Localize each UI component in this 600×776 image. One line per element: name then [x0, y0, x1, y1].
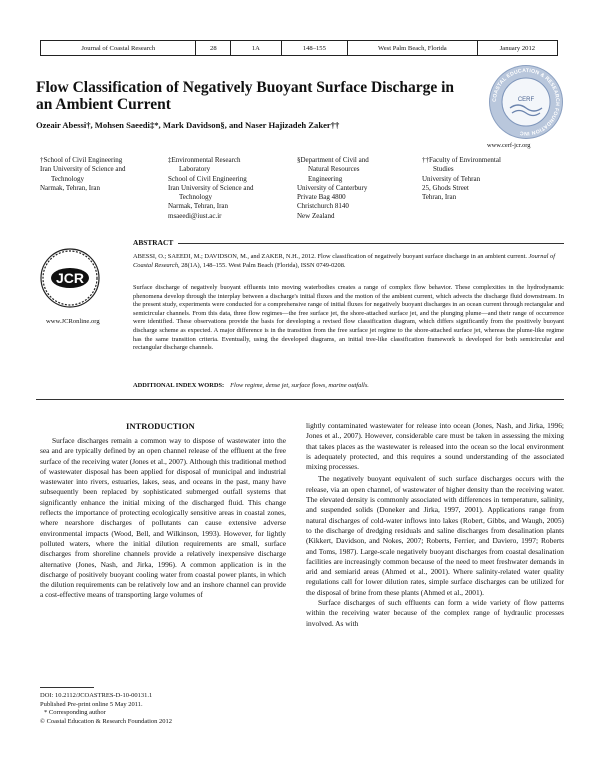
affiliation-mark: † [40, 156, 44, 164]
affiliation-2: ‡Environmental Research Laboratory School of Civil Engineering Iran University of Science and Technology Narmak, Tehran, Iran msaeedi@iust.ac.ir [168, 156, 290, 221]
affiliation-1: †School of Civil Engineering Iran University of Science and Technology Narmak, Tehran, Iran [40, 156, 126, 192]
page-range: 148–155 [282, 41, 348, 55]
journal-header-bar [40, 40, 558, 56]
svg-text:JCR: JCR [55, 270, 85, 286]
footnote-divider [40, 687, 94, 688]
citation: ABESSI, O.; SAEEDI, M.; DAVIDSON, M., and ZAKER, N.H., 2012. Flow classification of negatively buoyant surface discharge in an ambient current. Journal of Coastal Research, 28(1A), 148–155. West Palm Beach (Florida), ISSN 0749-0208. [133, 253, 556, 269]
intro-paragraph-3: The negatively buoyant equivalent of such surface discharges occurs with the release, via an open channel, of wastewater of higher density than the receiving water. The elevated density is commonly associated with differences in temperature, salinity, and suspended solids (Doneker and Jirka, 1997, 2001). Applications range from natural discharges of cold-water inflows into lakes (Robert, Gibbs, and Waugh, 2005) to the discharge of dredging residuals and saline discharges from desalination plants (Kikkert, Davidson, and Nokes, 2007; Roberts, Ferrier, and Daviero, 1997; Roberts and Toms, 1987). Large-scale negatively buoyant discharges from coastal desalination facilities are increasingly common because of the need to meet freshwater demands in arid and semiarid areas (Ahmed et al., 2001). Where salinity-related water quality regulations call for lower dilution rates, simple surface discharges can be utilized for the disposal of brine from these plants (Ahmed et al., 2001). [306, 474, 564, 597]
cerf-url-link[interactable]: www.cerf-jcr.org [487, 142, 531, 149]
intro-paragraph-1: Surface discharges remain a common way to dispose of wastewater into the sea and are typically defined by an open channel release of the effluent at the free surface of the receiving water (Jones et al., 2007). Although this traditional method of wastewater disposal has been applied for disposal of municipal and industrial wastewater into rivers, estuaries, lakes, seas, and oceans in the past, many have subsequently been replaced by sophisticated submerged outfall systems that significantly enhance the initial mixing of the discharged fluid. This change reflects the importance of protecting ecologically sensitive areas in coastal zones, where nearshore discharges of pollutants can cause extensive adverse environmental impacts (Wood, Bell, and Wilkinson, 1993). However, for lightly polluted waters, where the initial dilution requirements are small, surface discharges from shoreline channels provide a relatively inexpensive discharge alternative (Jones, Nash, and Jirka, 1996). A common application is in the discharge of positively buoyant cooling water from coastal power plants, in which the dilution requirements can be relatively low and an inshore channel can provide a cost-effective means of transporting large volumes of [40, 436, 286, 600]
affiliation-4: ††Faculty of Environmental Studies University of Tehran 25, Ghods Street Tehran, Iran [422, 156, 501, 202]
cerf-logo [488, 64, 564, 140]
left-column [40, 436, 286, 601]
svg-text:COASTAL EDUCATION & RESEARCH F: COASTAL EDUCATION & RESEARCH FOUNDATION INC [491, 67, 561, 137]
issue-number: 1A [231, 41, 282, 55]
doi-link[interactable]: DOI: 10.2112/JCOASTRES-D-10-00131.1 [40, 692, 153, 699]
jcr-url-link[interactable]: www.JCRonline.org [46, 318, 100, 325]
author-email: msaeedi@iust.ac.ir [168, 211, 222, 220]
abstract-divider [178, 243, 564, 244]
affiliation-mark: ‡ [168, 156, 172, 164]
jcr-logo [40, 244, 100, 312]
index-words: ADDITIONAL INDEX WORDS: Flow regime, dense jet, surface flows, marine outfalls. [133, 382, 369, 389]
svg-text:CERF: CERF [517, 97, 535, 103]
affiliation-mark: § [297, 156, 301, 164]
right-column [306, 421, 564, 629]
author-list: Ozeair Abessi†, Mohsen Saeedi‡*, Mark Davidson§, and Naser Hajizadeh Zaker†† [36, 120, 340, 130]
section-divider [36, 399, 564, 400]
journal-name: Journal of Coastal Research [41, 41, 196, 55]
abstract-heading: ABSTRACT [133, 238, 174, 247]
affiliation-mark: †† [422, 156, 429, 164]
affiliation-3: §Department of Civil and Natural Resources Engineering University of Canterbury Private Bag 4800 Christchurch 8140 New Zealand [297, 156, 369, 220]
abstract-body: Surface discharge of negatively buoyant effluents into moving waterbodies creates a range of complex flow behavior. These complexities in the hydrodynamic phenomena develop through the interplay between a discharge's initial fluxes and the motion of the ambient current, which advects the discharge fluid downstream. In the present study, experiments were conducted for a comprehensive range of initial fluxes for negatively buoyant discharges in an ocean current through rectangular and semicircular channels. From this data, three flow regimes—the free surface jet, the shore-attached surface jet, and the plunging plume—and their range of occurrence were identified. These observations provide the basis for developing a revised flow classification diagram, which differs significantly from the positively buoyant discharge scheme as expected. A major difference is in the transition from the free surface jet regime to the shore-attached surface jet, whereas the plume-like regime has the same transition criteria. Eventually, using the developed diagrams, an initial tree-like classification framework is developed for both semicircular and rectangular discharge channels. [133, 284, 564, 352]
publication-date: January 2012 [499, 44, 536, 52]
paper-title: Flow Classification of Negatively Buoyant Surface Discharge in an Ambient Current [36, 79, 455, 113]
intro-paragraph-4: Surface discharges of such effluents can form a wide variety of flow patterns within the receiving water because of the complex range of hydraulic processes involved. As with [306, 598, 564, 628]
intro-paragraph-2: lightly contaminated wastewater for release into ocean (Jones, Nash, and Jirka, 1996; Jones et al., 2007). However, considerable care must be taken in assessing the mixing that takes places as the wastewater is released into the ocean so the local environment is adequately protected, and this requires a sound understanding of the associated mixing processes. [306, 421, 564, 472]
publication-place: West Palm Beach, Florida [348, 41, 478, 55]
footnotes: DOI: 10.2112/JCOASTRES-D-10-00131.1 Published Pre-print online 5 May 2011. * Corresponding author © Coastal Education & Research Foundation 2012 [40, 692, 173, 725]
introduction-heading: INTRODUCTION [126, 421, 195, 431]
volume-number: 28 [196, 41, 231, 55]
